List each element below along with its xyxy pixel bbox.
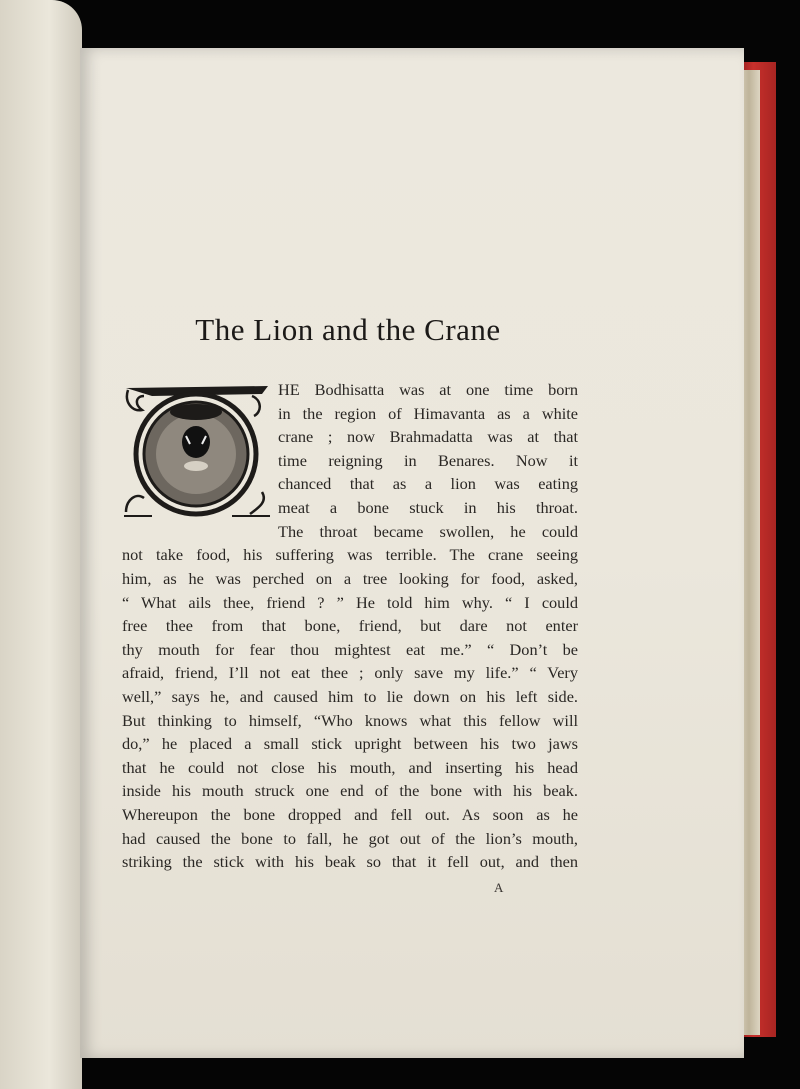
text-line: him, as he was perched on a tree looking for food, asked, <box>122 569 578 588</box>
text-line: “ What ails thee, friend ? ” He told him why. “ I could <box>122 593 578 612</box>
text-line: Whereupon the bone dropped and fell out. As soon as he <box>122 805 578 824</box>
text-line: meat a bone stuck in his throat. <box>278 498 578 517</box>
text-line: free thee from that bone, friend, but dare not enter <box>122 616 578 635</box>
text-line: chanced that as a lion was eating <box>278 474 578 493</box>
text-line: had caused the bone to fall, he got out of the lion’s mouth, <box>122 829 578 848</box>
left-page <box>0 0 82 1089</box>
text-line: do,” he placed a small stick upright between his two jaws <box>122 734 578 753</box>
drop-cap-lion-illustration <box>122 382 272 520</box>
page-title: The Lion and the Crane <box>195 312 501 347</box>
text-line: HE Bodhisatta was at one time born <box>278 380 578 399</box>
text-line: not take food, his suffering was terrible. The crane seeing <box>122 545 578 564</box>
text-line: inside his mouth struck one end of the bone with his beak. <box>122 781 578 800</box>
text-line: time reigning in Benares. Now it <box>278 451 578 470</box>
text-line: afraid, friend, I’ll not eat thee ; only save my life.” “ Very <box>122 663 578 682</box>
text-line: in the region of Himavanta as a white <box>278 404 578 423</box>
text-line: striking the stick with his beak so that it fell out, and then <box>122 852 578 871</box>
text-line: But thinking to himself, “Who knows what this fellow will <box>122 711 578 730</box>
text-line: well,” says he, and caused him to lie down on his left side. <box>122 687 578 706</box>
text-line: The throat became swollen, he could <box>278 522 578 541</box>
text-line: thy mouth for fear thou mightest eat me.” “ Don’t be <box>122 640 578 659</box>
signature-mark: A <box>494 880 504 895</box>
text-line: that he could not close his mouth, and inserting his head <box>122 758 578 777</box>
text-line: crane ; now Brahmadatta was at that <box>278 427 578 446</box>
